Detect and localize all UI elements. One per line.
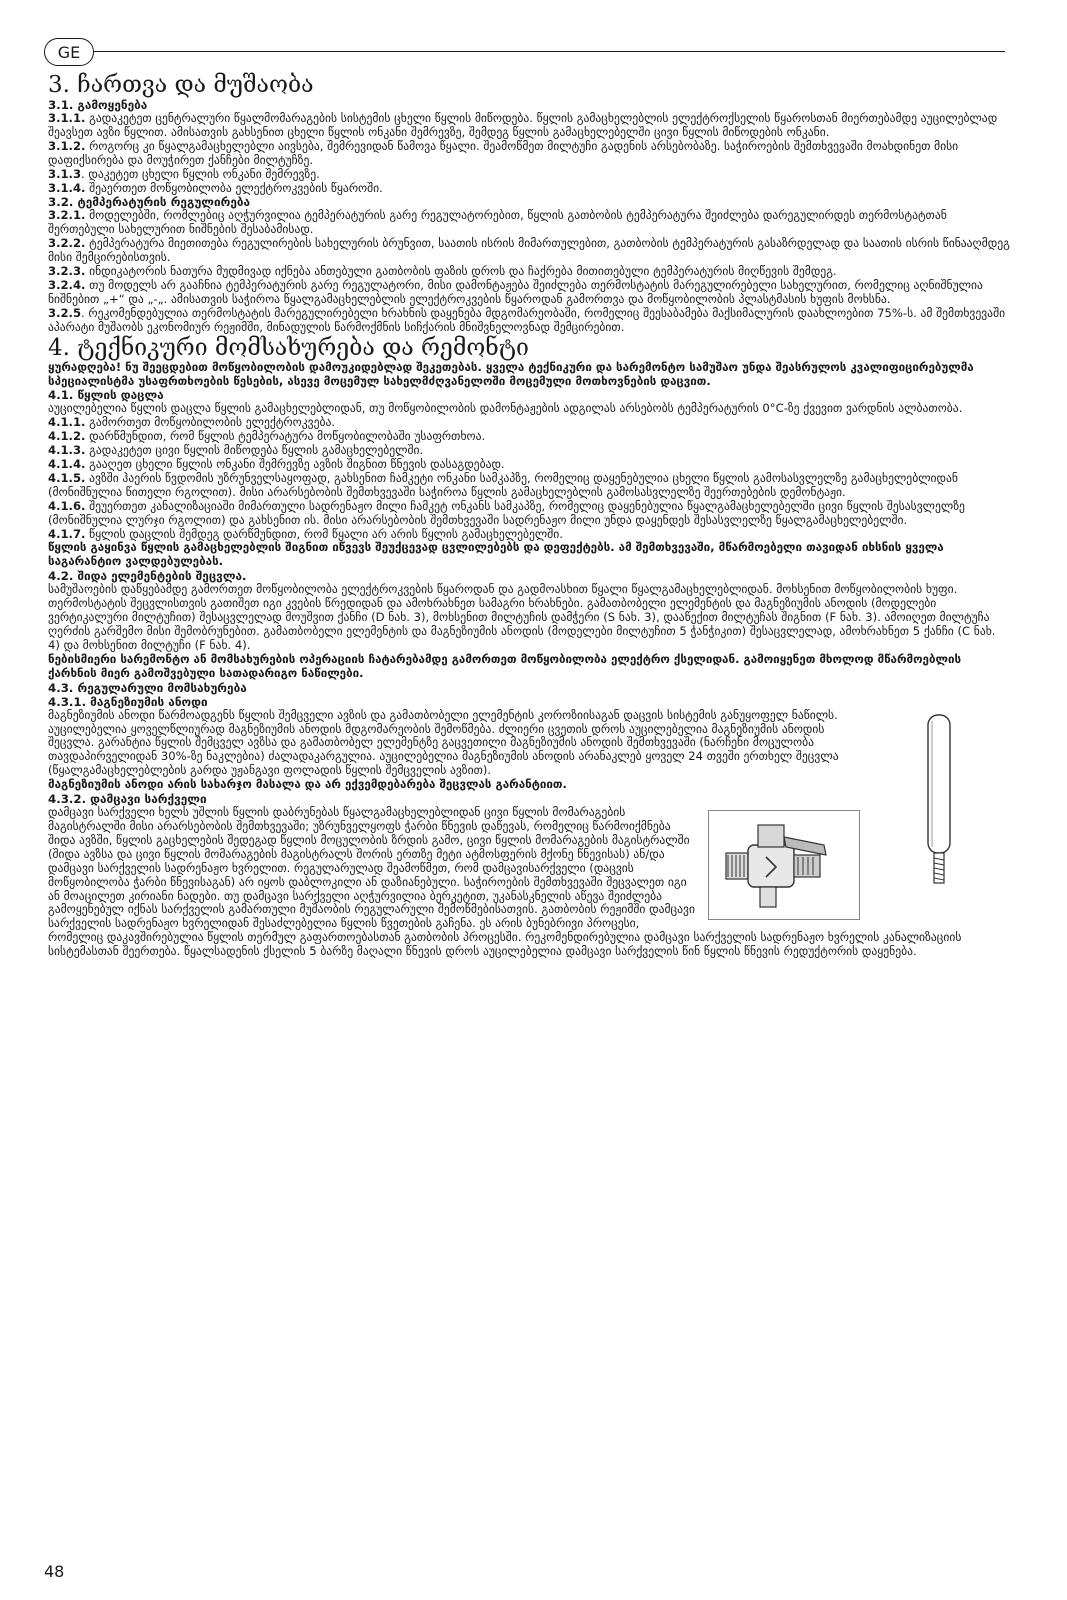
item-number: 4.1.2. <box>48 429 86 444</box>
subsection-4-2-title: 4.2. შიდა ელემენტების შეცვლა. <box>48 569 247 584</box>
paragraph-4-1-3 <box>48 444 1010 458</box>
item-number: 3.2.3. <box>48 264 86 279</box>
paragraph-4-2-1: სამუშაოების დაწყებამდე გამორთეთ მოწყობილობა ელექტროკვების წყაროდან და გადმოასხით წყალი წყალგამაცხელებლიდან. მოხსენით მოწყობილობის ხუფი. <box>48 582 958 597</box>
item-number: 3.2.2. <box>48 236 86 251</box>
item-number: 3.1.1. <box>48 111 86 125</box>
item-text: წყლის დაცლის შემდეგ დარწმუნდით, რომ წყალი არ არის წყლის გამაცხელებელში. <box>85 526 563 541</box>
section-3-title: 3. ჩართვა და მუშაობა <box>48 72 314 98</box>
paragraph-4-1-5 <box>48 472 1010 500</box>
paragraph-3-2-2 <box>48 237 1010 265</box>
paragraph-3-1-4 <box>48 182 1010 196</box>
safety-valve-icon <box>714 815 854 915</box>
item-text: ავზში ჰაერის წვდომის უზრუნველსაყოფად, გახსენით ჩამკეტი ონკანი სამკაპზე, რომელიც დაყენებულია ცხელი წყლის გამოსასვლელზე გამაცხელებლიდან (მონიშნულია წითელი რგოლით). მისი არარსებობის შემთხვევაში საჭიროა წყლის გამაცხელებლის გამოსასვლელზე შეერთებების დემონტაჟი. <box>48 470 958 499</box>
item-text: თუ მოდელს არ გააჩნია ტემპერატურის გარე რეგულატორი, მისი დამონტაჟება შეიძლება თერმოსტატის მარეგულირებელი სახელურით, რომელიც აღნიშნულია ნიშნებით „+“ და „-„. ამისათვის საჭიროა წყალგამაცხელებლის ელექტროკვების წყაროდან გამორთვა და მოწყობილობის პლასტმასის ხუფის მოხსნა. <box>48 277 983 306</box>
item-number: 3.2.5 <box>48 305 82 320</box>
item-text: . დაკეტეთ ცხელი წყლის ონკანი შემრევზე. <box>81 166 320 181</box>
anode-warning: მაგნეზიუმის ანოდი არის სახარჯო მასალა და არ ექვემდებარება შეცვლას გარანტიით. <box>48 777 567 792</box>
item-text: გადაკეტეთ ცენტრალური წყალმომარაგების სისტემის ცხელი წყლის მიწოდება. წყლის გამაცხელებლის ელექტროქსელის წყაროსთან მიერთებამდე აუცილებლად შეავსეთ ავზი წყლით. ამისათვის გახსენით ცხელი წყლის ონკანი შემრევზე, შემდეგ წყლის გამაცხელებელში ცივი წყლის მიწოდების ონკანი. <box>48 111 998 139</box>
item-number: 4.1.6. <box>48 498 86 513</box>
item-text: შეუერთეთ კანალიზაციაში მიმართული სადრენაჟო მილი ჩამკეტ ონკანს სამკაპზე, რომელიც დაყენებულია წყალგამაცხელებელში ცივი წყლის შესასვლელზე (მონიშნულია ლურჯი რგოლით) და გახსენით ის. მისი არარსებობის შემთხვევაში სადრენაჟო მილი უნდა დაყენდეს შესასვლელზე წყალგამაცხელებელში. <box>48 498 965 527</box>
item-number: 3.1.4. <box>48 180 86 195</box>
paragraph-4-3-2: დამცავი სარქველი ხელს უშლის წყლის დაბრუნებას წყალგამაცხელებლიდან ცივი წყლის მომარაგების მაგისტრალში მისი არარსებობის შემთხვევაში; უზრუნველყოფს ჭარბი წნევის დაწევას, რომელიც წარმოიქმნება შიდა ავზში, წყლის გაცხელების შედეგად წყლის მოცულობის ზრდის გამო, ცივი წყლის მომარაგების მაგისტრალში (შიდა ავზსა და ცივი წყლის მომარაგების მაგისტრალს შორის ერთზე მეტი ატმოსფერის მქონე წნევისას) ან/და დამცავი სარქველის სადრენაჟო ხვრელით. რეგულარულად შეამოწმეთ, რომ დამცავისარქველი (დაცვის მოწყობილობა ჭარბი წნევისაგან) არ იყოს დაბლოკილი ან დაზიანებული. საჭიროების შემთხვევაში შეცვალეთ იგი ან მოაცილეთ კირიანი ნადები. თუ დამცავი სარქველი აღჭურვილია ბერკეტით, უკანასკნელის აწევა შეიძლება გამოყენებულ იქნას სარქველის გამართული მუშაობის რეგულარული შემოწმებისათვის. გათბობის რეჟიმში დამცავი სარქველის სადრენაჟო ხვრელიდან შესაძლებელია წყლის წვეთების გაჩენა. ეს არის ბუნებრივი პროცესი, რომელიც დაკავშირებულია წყლის თერმულ გაფართოებასთან გათბობის პროცესში. რეკომენდირებულია დამცავი სარქველის სადრენაჟო ხვრელის კანალიზაციის სისტემასთან შეერთება. წყალსადენის ქსელის 5 ბარზე მაღალი წნევის დროს აუცილებელია დამცავი სარქველის წინ წყლის წნევის რედუქტორის დაყენება. <box>48 805 962 959</box>
subsection-3-2-title: 3.2. ტემპერატურის რეგულირება <box>48 195 251 210</box>
paragraph-4-2-2: თერმოსტატის შეცვლისთვის გათიშეთ იგი კვების წრედიდან და ამოხრახნეთ სამაგრი ხრახნები. გამათბობელი ელემენტის და მაგნეზიუმის ანოდის (მოდელები ვერტიკალური მილტუჩით) შესაცვლელად მოუშვით ქანჩი (D ნახ. 3), მოხსენით მილტუჩის დამჭერი (S ნახ. 3), დააწექით მილტუჩას შიგნით (F ნახ. 3). ამოიღეთ მილტუჩა ღერძის გარშემო მისი შემობრუნებით. გამათბობელი ელემენტის და მაგნეზიუმის ანოდის (მოდელები მილტუჩით 5 ჭანჭიკით) შესაცვლელად, ამოხრახნეთ 5 ქანჩი (С ნახ. 4) და მოხსენით მილტუჩი (F ნახ. 4). <box>48 596 996 652</box>
section-4-title: 4. ტექნიკური მომსახურება და რემონტი <box>48 334 529 361</box>
header-rule <box>94 51 1005 52</box>
paragraph-4-1-2 <box>48 430 1010 444</box>
item-text: შეაერთეთ მოწყობილობა ელექტროკვების წყაროში. <box>85 180 383 195</box>
item-text: მოდელებში, რომლებიც აღჭურვილია ტემპერატურის გარე რეგულატორებით, წყლის გათბობის ტემპერატურა შეიძლება დარეგულირდეს თერმოსტატთან შერთებული სახელურით ნიშნების შესაბამისად. <box>48 208 947 237</box>
item-number: 4.1.5. <box>48 470 86 485</box>
item-number: 4.1.1. <box>48 415 86 430</box>
paragraph-3-2-4 <box>48 279 1010 307</box>
anode-rod-icon <box>920 711 960 886</box>
subsection-4-3-1-title: 4.3.1. მაგნეზიუმის ანოდი <box>48 694 208 709</box>
item-number: 3.1.3 <box>48 166 82 181</box>
freezing-warning: წყლის გაყინვა წყლის გამაცხელებლის შიგნით იწვევს შეუქცევად ცვლილებებს და დეფექტებს. ამ შემთხვევაში, მწარმოებელი თავიდან იხსნის ყველა საგარანტიო ვალდებულებას. <box>48 540 944 569</box>
repair-warning: ნებისმიერი სარემონტო ან მომსახურების ოპერაციის ჩატარებამდე გამორთეთ მოწყობილობა ელექტრო ქსელიდან. გამოიყენეთ მხოლოდ მწარმოებლის ქარხნის მიერ გამოშვებული სათადარიგო ნაწილები. <box>48 651 962 680</box>
paragraph-3-2-5 <box>48 307 1010 335</box>
section-4-warning: ყურადღება! ნუ შეეცდებით მოწყობილობის დამოუკიდებლად შეკეთებას. ყველა ტექნიკური და სარემონტო სამუშაო უნდა შეასრულოს კვალიფიცირებულმა სპეციალისტმა უსაფრთხოების წესების, ასევე მოცემულ სახელმძღვანელოში მოცემული მოთხოვნების დაცვით. <box>48 359 974 388</box>
paragraph-4-3-1: მაგნეზიუმის ანოდი წარმოადგენს წყლის შემცველი ავზის და გამათბობელი ელემენტის კოროზიისაგან დაცვის სისტემის განუყოფელ ნაწილს. აუცილებელია ყოველწლიურად მაგნეზიუმის ანოდის მდგომარეობის შემოწმება. ძლიერი ცვეთის დროს აუცილებელია მაგნეზიუმის ანოდის შეცვლა. გარანტია წყლის შემცველ ავზსა და გამათბობელ ელემენტზე გაცვეთილი მაგნეზიუმის ანოდის შემთხვევაში (ნარჩენი მოცულობა თავდაპირველიდან 30%-ზე ნაკლებია) ძალადაკარგულია. აუცილებელია მაგნეზიუმის ანოდის არანაკლებ ყოველ 24 თვეში ერთხელ შეცვლა (წყალგამაცხელებლების გარდა უჟანგავი ფოლადის წყლის შემცველის ავზით). <box>48 707 839 778</box>
item-number: 4.1.3. <box>48 443 86 458</box>
subsection-4-3-2-title: 4.3.2. დამცავი სარქველი <box>48 792 207 807</box>
subsection-4-1-title: 4.1. წყლის დაცლა <box>48 388 164 403</box>
paragraph-4-1-1 <box>48 416 1010 430</box>
item-number: 4.1.4. <box>48 457 86 472</box>
subsection-4-3-title: 4.3. რეგულარული მომსახურება <box>48 680 247 695</box>
paragraph-3-2-3 <box>48 265 1010 279</box>
item-number: 3.2.4. <box>48 277 86 292</box>
paragraph-3-1-2 <box>48 140 1010 168</box>
paragraph-3-1-1 <box>48 112 1010 140</box>
item-text: ტემპერატურა მიეთითება რეგულირების სახელურის ბრუნვით, საათის ისრის მიმართულებით, გათბობის ტემპერატურის გასაზრდელად და საათის ისრის წინააღმდეგ მისი შემცირებისთვის. <box>48 236 1010 265</box>
item-text: გამორთეთ მოწყობილობის ელექტროკვება. <box>85 415 336 430</box>
item-text: გააღეთ ცხელი წყლის ონკანი შემრევზე ავზის შიგნით წნევის დასაგდებად. <box>85 457 505 472</box>
paragraph-3-2-1 <box>48 209 1010 237</box>
language-badge: GE <box>44 38 94 66</box>
item-text: ინდიკატორის ნათურა მუდმივად იქნება ანთებული გათბობის ფაზის დროს და ჩაქრება მითითებული ტემპერატურის მიღწევის შემდეგ. <box>85 264 837 279</box>
item-text: დარწმუნდით, რომ წყლის ტემპერატურა მოწყობილობაში უსაფრთხოა. <box>85 429 486 444</box>
safety-valve-figure <box>708 810 860 920</box>
item-number: 3.2.1. <box>48 208 86 223</box>
item-text: როგორც კი წყალგამაცხელებლი აივსება, შემრევიდან წამოვა წყალი. შეამოწმეთ მილტუჩი გადენის არსებობაზე. საჭიროების შემთხვევაში მოახდინეთ მისი დაფიქსირება და მოუჭირეთ ქანჩები მილტუჩზე. <box>48 138 959 167</box>
paragraph-4-1-4 <box>48 458 1010 472</box>
subsection-3-1-title: 3.1. გამოყენება <box>48 98 148 112</box>
paragraph-4-1-7 <box>48 528 1010 542</box>
item-number: 4.1.7. <box>48 526 86 541</box>
paragraph-4-1-intro: აუცილებელია წყლის დაცლა წყლის გამაცხელებლიდან, თუ მოწყობილობის დამონტაჟების ადგილას არსებობს ტემპერატურის 0°С-ზე ქვევით ვარდნის ალბათობა. <box>48 401 963 416</box>
paragraph-4-1-6 <box>48 500 1010 528</box>
document-body <box>48 72 1010 959</box>
paragraph-3-1-3 <box>48 168 1010 182</box>
magnesium-anode-figure <box>870 711 1010 886</box>
item-number: 3.1.2. <box>48 138 86 153</box>
page-number: 48 <box>44 1562 65 1581</box>
item-text: გადაკეტეთ ცივი წყლის მიწოდება წყლის გამაცხელებელში. <box>85 443 424 458</box>
item-text: . რეკომენდებულია თერმოსტატის მარეგულირებელი ხრახნის დაყენება მდგომარეობაში, რომელიც შეესაბამება მაქსიმალურის დაახლოებით 75%-ს. ამ შემთხვევაში აპარატი მუშაობს ეკონომიურ რეჟიმში, მინადულის წარმოქმნის სიჩქარის მნიშვნელოვნად შემცირებით. <box>48 305 1006 334</box>
